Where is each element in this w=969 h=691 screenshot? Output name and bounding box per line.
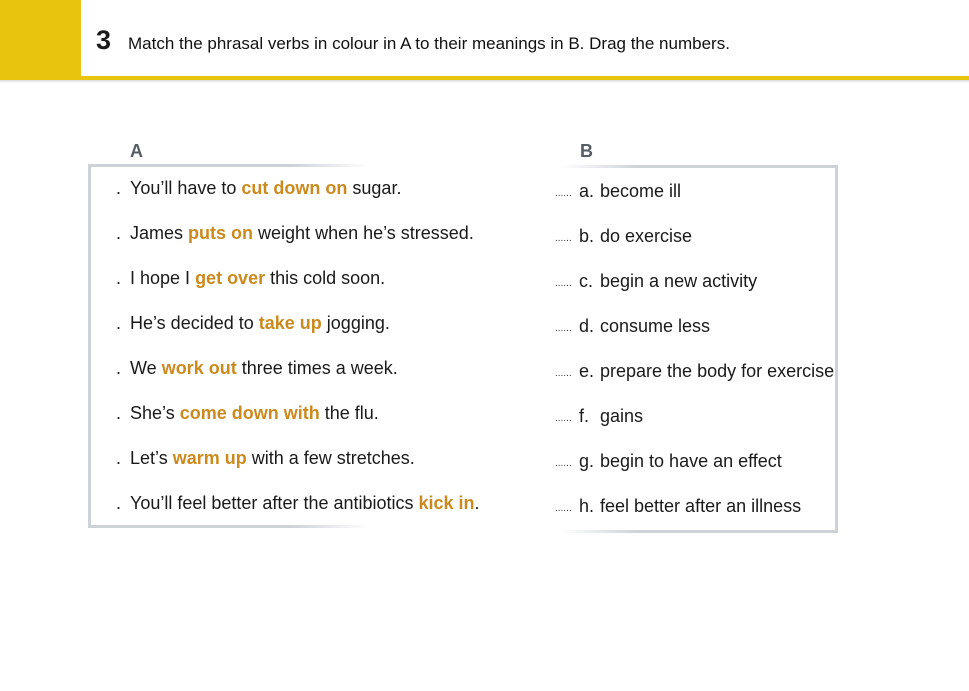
column-a-frame [88, 164, 290, 528]
number-drop-slot[interactable]: . [116, 358, 122, 378]
sentence-8[interactable]: . You’ll feel better after the antibiotics kick in. [116, 493, 480, 513]
meaning-letter: a. [579, 181, 595, 201]
answer-blank[interactable]: ...... [555, 323, 572, 334]
number-drop-slot[interactable]: . [116, 313, 122, 333]
exercise-number: 3 [96, 25, 112, 55]
meaning-text: begin to have an effect [600, 451, 782, 471]
phrasal-verb: kick in [418, 493, 475, 513]
meaning-text: feel better after an illness [600, 496, 802, 516]
column-b-heading: B [580, 141, 593, 161]
phrasal-verb: take up [258, 313, 322, 333]
meaning-text: gains [600, 406, 644, 426]
meaning-h [555, 494, 801, 518]
meaning-letter: d. [579, 316, 595, 336]
phrasal-verb: warm up [172, 448, 247, 468]
meaning-letter: c. [579, 271, 594, 291]
phrasal-verb: work out [161, 358, 237, 378]
meaning-text: prepare the body for exercise [600, 361, 835, 381]
answer-blank[interactable]: ...... [555, 458, 572, 469]
answer-blank[interactable]: ...... [555, 278, 572, 289]
column-b-frame-fade [560, 530, 640, 533]
sentence-3[interactable]: . I hope I get over this cold soon. [116, 268, 386, 288]
meaning-f [555, 404, 643, 428]
number-drop-slot[interactable]: . [116, 493, 122, 513]
sentence-6[interactable]: . She’s come down with the flu. [116, 403, 379, 423]
number-drop-slot[interactable]: . [116, 178, 122, 198]
answer-blank[interactable]: ...... [555, 188, 572, 199]
meaning-d [555, 314, 710, 338]
meaning-text: become ill [600, 181, 682, 201]
phrasal-verb: come down with [179, 403, 320, 423]
column-a-frame-fade [290, 525, 370, 528]
meaning-letter: b. [579, 226, 595, 246]
phrasal-verb: cut down on [241, 178, 348, 198]
phrasal-verb: get over [195, 268, 266, 288]
number-drop-slot[interactable]: . [116, 448, 122, 468]
header-shadow [0, 80, 969, 83]
number-drop-slot[interactable]: . [116, 403, 122, 423]
column-b-frame [640, 165, 838, 533]
exercise-instruction: Match the phrasal verbs in colour in A to their meanings in B. Drag the numbers. [128, 34, 730, 53]
header-accent-block [0, 0, 81, 76]
meaning-c [555, 269, 757, 293]
sentence-1[interactable]: . You’ll have to cut down on sugar. [116, 178, 402, 198]
meaning-text: begin a new activity [600, 271, 758, 291]
answer-blank[interactable]: ...... [555, 233, 572, 244]
column-b-frame-fade [560, 165, 640, 168]
number-drop-slot[interactable]: . [116, 223, 122, 243]
column-a-frame-fade [290, 164, 370, 167]
sentence-5[interactable]: . We work out three times a week. [116, 358, 398, 378]
meaning-b [555, 224, 692, 248]
meaning-letter: h. [579, 496, 595, 516]
column-a-heading: A [130, 141, 143, 161]
meaning-letter: e. [579, 361, 595, 381]
phrasal-verb: puts on [188, 223, 254, 243]
meaning-g [555, 449, 782, 473]
sentence-2[interactable]: . James puts on weight when he’s stressed. [116, 223, 474, 243]
sentence-4[interactable]: . He’s decided to take up jogging. [116, 313, 390, 333]
answer-blank[interactable]: ...... [555, 503, 572, 514]
meaning-a [555, 179, 681, 203]
answer-blank[interactable]: ...... [555, 413, 572, 424]
sentence-7[interactable]: . Let’s warm up with a few stretches. [116, 448, 415, 468]
meaning-letter: g. [579, 451, 595, 471]
meaning-e [555, 359, 834, 383]
meaning-text: consume less [600, 316, 711, 336]
number-drop-slot[interactable]: . [116, 268, 122, 288]
answer-blank[interactable]: ...... [555, 368, 572, 379]
meaning-text: do exercise [600, 226, 693, 246]
meaning-letter: f. [579, 406, 590, 426]
